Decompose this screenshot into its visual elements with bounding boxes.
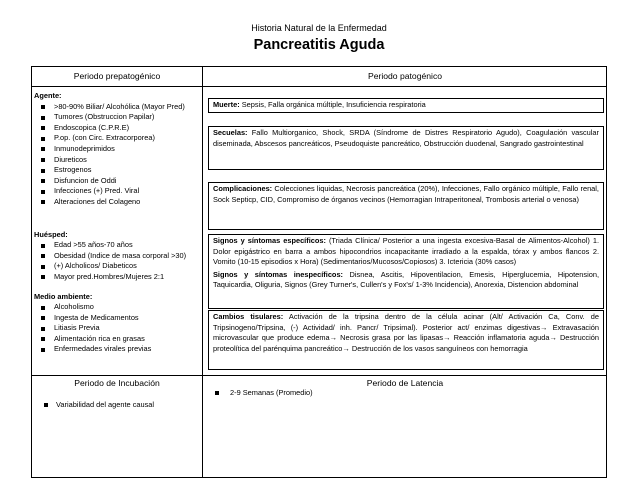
disease-history-table — [31, 66, 607, 478]
latencia-content — [203, 388, 607, 397]
list-item: Estrogenos — [32, 165, 202, 176]
document-title: Historia Natural de la Enfermedad — [251, 23, 387, 33]
cambios-box — [208, 310, 604, 370]
secuelas-box — [208, 126, 604, 170]
list-item: Endoscopica (C.P.R.E) — [32, 123, 202, 134]
muerte-text: Sepsis, Falla orgánica múltiple, Insuficiencia respiratoria — [239, 100, 426, 109]
secuelas-text: Fallo Multiorganico, Shock, SRDA (Síndrome de Distres Respiratorio Agudo), Coagulación vascular diseminada, Abscesos pancreáticos, Pseudoquiste pancreático, Obstrucción duodenal, Sangrado gastrointestinal — [213, 128, 599, 148]
list-item: Alcoholismo — [32, 302, 202, 313]
complicaciones-text: Colecciones liquidas, Necrosis pancreática (20%), Infecciones, Fallo orgánico múltiple, Fallo renal, Sock Septicp, CID, Compromiso de órganos vecinos (Hemorragian Intraperitoneal, Trombosis arterial o venosa) — [213, 184, 599, 204]
header-divider — [32, 86, 606, 87]
header-incubacion: Periodo de Incubación — [74, 378, 160, 388]
list-item: Alteraciones del Colageno — [32, 197, 202, 208]
header-patogenico: Periodo patogénico — [367, 71, 443, 81]
list-item: (+) Alcholicos/ Diabeticos — [32, 261, 202, 272]
list-item: >80-90% Biliar/ Alcohólica (Mayor Pred) — [32, 102, 202, 113]
list-item: Edad >55 años-70 años — [32, 240, 202, 251]
medio-label: Medio ambiente: — [34, 291, 93, 301]
list-item: 2-9 Semanas (Promedio) — [203, 388, 607, 397]
list-item: Disfuncion de Oddi — [32, 176, 202, 187]
agente-label: Agente: — [34, 91, 62, 100]
document-subtitle: Pancreatitis Aguda — [253, 37, 385, 53]
huesped-list — [32, 240, 202, 282]
prepatogenic-column — [32, 91, 202, 355]
inespecificos-label: Signos y síntomas inespecíficos: — [213, 269, 344, 279]
list-item: Obesidad (Indice de masa corporal >30) — [32, 251, 202, 262]
header-prepatogenico: Periodo prepatogénico — [73, 71, 161, 81]
list-item: Enfermedades virales previas — [32, 344, 202, 355]
muerte-box — [208, 98, 604, 113]
muerte-label: Muerte: — [213, 100, 240, 109]
signos-box — [208, 234, 604, 309]
signos-especificos — [213, 236, 599, 268]
complicaciones-box — [208, 182, 604, 230]
list-item: P.op. (con Circ. Extracorporea) — [32, 133, 202, 144]
list-item: Alimentación rica en grasas — [32, 334, 202, 345]
list-item: Variabilidad del agente causal — [32, 400, 202, 409]
agente-list — [32, 102, 202, 208]
signos-inespecificos — [213, 270, 599, 291]
medio-list — [32, 302, 202, 355]
list-item: Litiasis Previa — [32, 323, 202, 334]
cambios-label: Cambios tisulares: — [213, 312, 284, 321]
list-item: Infecciones (+) Pred. Viral — [32, 186, 202, 197]
list-item: Diureticos — [32, 155, 202, 166]
huesped-label: Huésped: — [34, 229, 68, 239]
list-item: Inmunodeprimidos — [32, 144, 202, 155]
complicaciones-label: Complicaciones: — [213, 184, 273, 193]
bottom-section-divider — [32, 375, 606, 376]
list-item: Tumores (Obstruccion Papilar) — [32, 112, 202, 123]
list-item: Mayor pred.Hombres/Mujeres 2:1 — [32, 272, 202, 283]
secuelas-label: Secuelas: — [213, 128, 248, 137]
incubacion-content — [32, 400, 202, 409]
list-item: Ingesta de Medicamentos — [32, 313, 202, 324]
header-latencia: Periodo de Latencia — [366, 378, 444, 388]
column-divider — [202, 67, 203, 477]
especificos-label: Signos y síntomas específicos: — [213, 236, 326, 245]
cambios-text: Activación de la tripsina dentro de la célula acinar (Alt/ Activación Ca, Conv. de Tripsinogeno/Tripsina, (-) Actividad/ inh. Pancr/ Tripsimal). Posterior act/ enzimas digestivas→ Extravasación microvascular que produce edema→ Necrosis grasa por las lipasas→ Reacción inflamatoria aguda→ Destrucción proteolítica del parénquima pancreático→ Destrucción de los vasos sanguíneos con hemorragia — [213, 312, 599, 353]
inespecificos-text: Disnea, Ascitis, Hipoventilacion, Emesis, Hiperglucemia, Hipotension, Taquicardia, Oliguria, Signos (Grey Turner's, Cullen's y Fox's/ 1-3% Incidencia), Anorexia, Distencion abdominal — [213, 269, 599, 290]
especificos-text: (Triada Clínica/ Posterior a una ingesta excesiva-Basal de Alimentos-Alcohol) 1. Dolor epigástrico en barra a ambos hipocondrios incapacitante irradiado a la espalda, tórax y ambos flancos 2. Vomito (10-15 episodios x Hora) (Sedimentarios/Mucosos/Copiosos) 3. Ictericia (30% casos) — [213, 236, 599, 267]
